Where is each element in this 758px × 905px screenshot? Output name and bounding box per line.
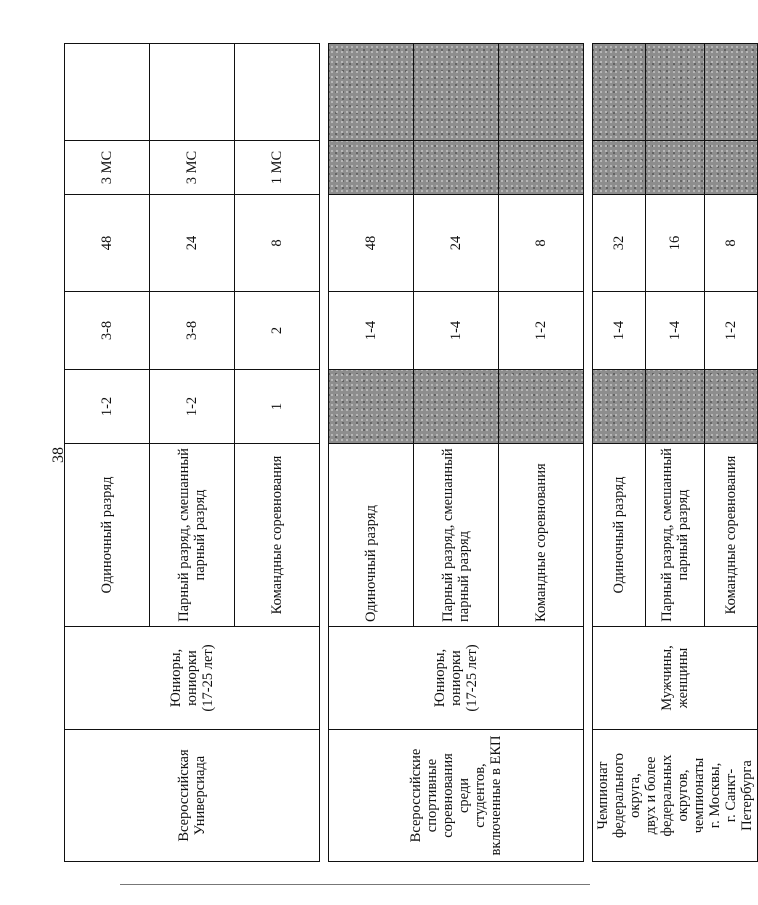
value-cell-col2: 2 [235,292,320,370]
value-cell-col2: 3-8 [65,292,150,370]
cell-text-line: федерального округа, [611,753,643,838]
empty-cell [65,44,150,141]
shaded-empty-cell [414,141,499,195]
shaded-empty-cell [329,370,414,444]
value-cell-col2: 1-4 [414,292,499,370]
empty-cell [235,44,320,141]
shaded-empty-cell [499,370,584,444]
cell-text-line: спортивные [424,758,440,833]
discipline-cell [499,444,584,627]
competition-name-cell [329,730,584,862]
shaded-empty-cell [646,370,705,444]
cell-text-line: (17-25 лет) [464,644,480,712]
cell-text-line: Парный разряд, смешанный [440,448,456,622]
cell-text-line: Командные соревнования [722,455,739,615]
value-cell-col4: 3 МС [150,141,235,195]
cell-text-line: Юниоры, [168,648,184,708]
shaded-empty-cell [704,370,757,444]
shaded-empty-cell [704,141,757,195]
group-separator [584,44,593,862]
cell-text-line: женщины [675,647,691,709]
page-number: 38 [50,447,67,463]
discipline-cell [329,444,414,627]
age-group-cell [329,627,584,730]
value-cell-col3: 48 [329,195,414,292]
group-separator [320,44,329,862]
cell-text-line: студентов, [472,763,488,828]
cell-text-line: чемпионаты [691,757,707,834]
value-cell-col3: 8 [704,195,757,292]
value-cell-col2: 1-2 [499,292,584,370]
cell-text-line: федеральных округов, [659,754,691,837]
discipline-cell [65,444,150,627]
cell-text-line: двух и более [643,756,659,835]
value-cell-col1: 1-2 [65,370,150,444]
table-frame [64,44,755,862]
table-row [65,44,150,862]
empty-cell [150,44,235,141]
cell-text-line: Всероссийские [408,748,424,843]
classification-table [64,43,758,862]
rotated-table-container [64,44,755,862]
cell-text-line: Мужчины, [659,645,675,711]
value-cell-col2: 3-8 [150,292,235,370]
shaded-empty-cell [593,370,646,444]
empty-cell [593,44,646,141]
value-cell-col2: 1-4 [329,292,414,370]
cell-text-line: Универсиада [192,755,208,836]
cell-text-line: Юниоры, [432,648,448,708]
cell-text-line: Парный разряд, смешанный [176,448,192,622]
cell-text-line: Парный разряд, смешанный [658,448,675,622]
value-cell-col3: 8 [499,195,584,292]
competition-name-cell [593,730,758,862]
table-row [329,44,414,862]
group-separator-cell [584,44,593,862]
value-cell-col3: 24 [414,195,499,292]
age-group-cell [593,627,758,730]
cell-text-line: Командные соревнования [269,455,285,615]
empty-cell [499,44,584,141]
value-cell-col3: 8 [235,195,320,292]
age-group-cell [65,627,320,730]
value-cell-col1: 1 [235,370,320,444]
value-cell-col1: 1-2 [150,370,235,444]
cell-text-line: парный разряд [192,489,208,581]
empty-cell [414,44,499,141]
cell-text-line: парный разряд [674,489,691,581]
cell-text-line: Всероссийская [176,749,192,842]
value-cell-col2: 1-2 [704,292,757,370]
cell-text-line: г. Москвы, [707,762,723,829]
discipline-cell [414,444,499,627]
discipline-cell [593,444,646,627]
cell-text-line: парный разряд [456,530,472,622]
shaded-empty-cell [499,141,584,195]
scan-edge-line [120,884,590,885]
discipline-cell [150,444,235,627]
competition-name-cell [65,730,320,862]
empty-cell [646,44,705,141]
value-cell-col3: 32 [593,195,646,292]
discipline-cell [704,444,757,627]
shaded-empty-cell [593,141,646,195]
discipline-cell [235,444,320,627]
value-cell-col2: 1-4 [593,292,646,370]
value-cell-col3: 24 [150,195,235,292]
shaded-empty-cell [414,370,499,444]
value-cell-col3: 48 [65,195,150,292]
discipline-cell [646,444,705,627]
value-cell-col4: 3 МС [65,141,150,195]
cell-text-line: Чемпионат [595,761,611,830]
cell-text-line: юниорки [184,650,200,706]
cell-text-line: Одиночный разряд [99,476,115,594]
table-body [65,44,758,862]
cell-text-line: Одиночный разряд [363,505,379,622]
shaded-empty-cell [329,141,414,195]
cell-text-line: (17-25 лет) [200,644,216,712]
cell-text-line: г. Санкт-Петербурга [723,760,755,831]
shaded-empty-cell [646,141,705,195]
value-cell-col2: 1-4 [646,292,705,370]
value-cell-col4: 1 МС [235,141,320,195]
cell-text-line: Одиночный разряд [611,476,628,594]
empty-cell [704,44,757,141]
empty-cell [329,44,414,141]
group-separator-cell [320,44,329,862]
cell-text-line: соревнования среди [440,753,472,838]
cell-text-line: Командные соревнования [533,463,549,622]
cell-text-line: юниорки [448,650,464,706]
value-cell-col3: 16 [646,195,705,292]
cell-text-line: включенные в ЕКП [488,735,504,856]
table-row [593,44,646,862]
